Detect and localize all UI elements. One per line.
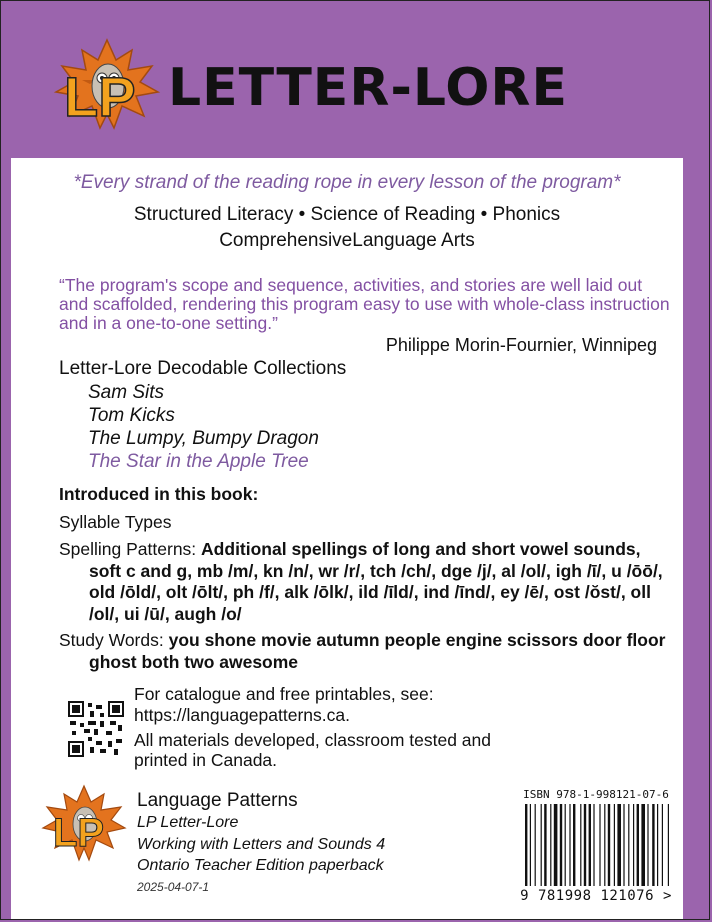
- publisher-name: Language Patterns: [137, 790, 298, 811]
- isbn-digits: 9 781998 121076 >: [520, 888, 672, 904]
- study-words-label: Study Words:: [59, 630, 164, 650]
- subtitle-line-1: Structured Literacy • Science of Reading • Phonics: [133, 204, 561, 225]
- isbn-label: ISBN 978-1-998121-07-6: [523, 788, 669, 801]
- subtitle-line-2: ComprehensiveLanguage Arts: [219, 230, 475, 251]
- testimonial-quote: “The program's scope and sequence, activities, and stories are well laid out and scaffolded, rendering this program easy to use with whole-class instruction and in a one-to-one setting.”: [59, 275, 670, 333]
- syllable-types: Syllable Types: [59, 512, 172, 532]
- spelling-patterns-label: Spelling Patterns:: [59, 539, 197, 559]
- svg-text:LP: LP: [64, 65, 136, 128]
- introduced-heading: Introduced in this book:: [59, 484, 259, 504]
- book-edition: Ontario Teacher Edition paperback: [137, 857, 384, 874]
- made-in-canada-text: All materials developed, classroom tested and printed in Canada.: [134, 730, 491, 770]
- tagline: *Every strand of the reading rope in every lesson of the program*: [73, 172, 621, 193]
- testimonial-attribution: Philippe Morin-Fournier, Winnipeg: [385, 335, 657, 355]
- book-title: Working with Letters and Sounds 4: [137, 836, 386, 853]
- collection-item: Tom Kicks: [88, 405, 175, 426]
- svg-text:LP: LP: [53, 811, 105, 855]
- collection-item: The Star in the Apple Tree: [88, 451, 309, 472]
- publisher-series: LP Letter-Lore: [137, 814, 239, 831]
- page-title: LETTER-LORE: [168, 58, 568, 118]
- collection-item: The Lumpy, Bumpy Dragon: [88, 428, 319, 449]
- catalogue-text: For catalogue and free printables, see:: [134, 684, 434, 704]
- spelling-patterns-value: Additional spellings of long and short vowel sounds, soft c and g, mb /m/, kn /n/, wr /r/, tch /ch/, dge /j/, al /ol/, igh /ī/, u /ōō/, old /ōld/, olt /ōlt/, ph /f/, alk /ōlk/, ild /īld/, ind /īnd/, ey /ē/, ost /ŏst/, oll /ol/, ui /ū/, augh /o/: [89, 539, 663, 624]
- collections-heading: Letter-Lore Decodable Collections: [59, 358, 347, 379]
- print-date: 2025-04-07-1: [137, 880, 210, 894]
- collection-item: Sam Sits: [88, 382, 165, 403]
- study-words-value: you shone movie autumn people engine scissors door floor ghost both two awesome: [89, 630, 666, 672]
- website-link[interactable]: https://languagepatterns.ca.: [134, 705, 350, 725]
